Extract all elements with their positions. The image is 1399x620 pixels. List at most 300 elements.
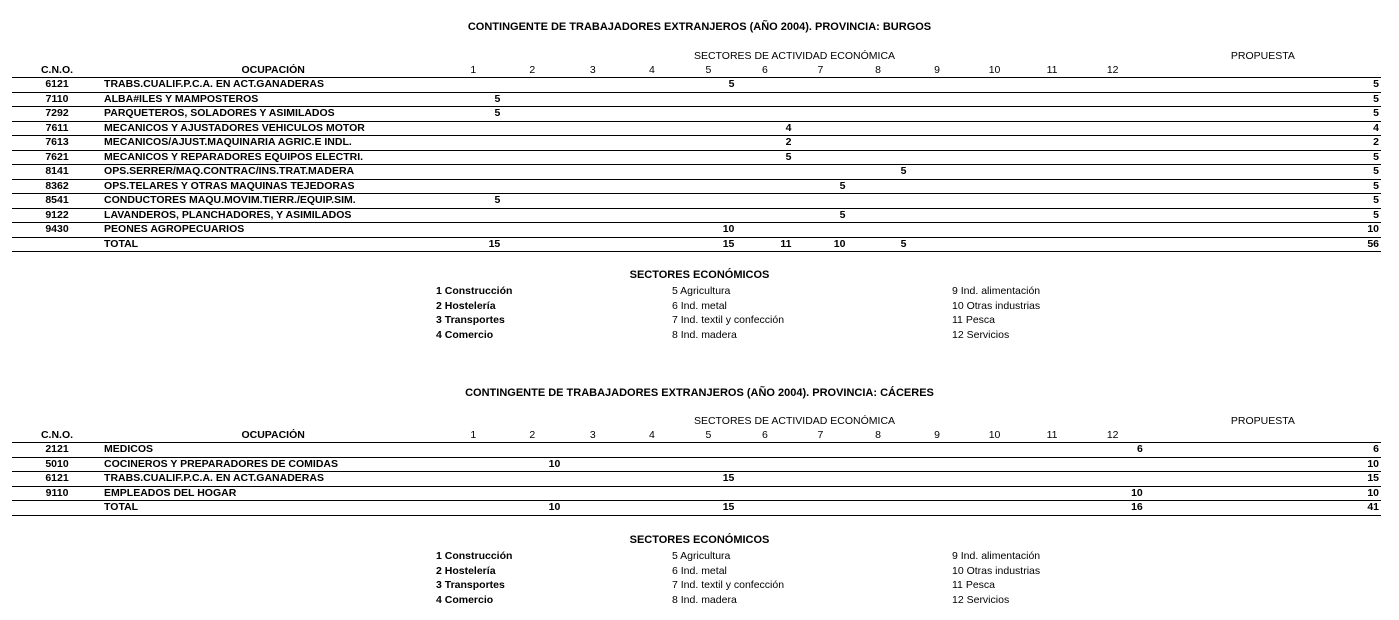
table-row [12,136,1381,151]
occupation-cell: OPS.SERRER/MAQ.CONTRAC/INS.TRAT.MADERA [102,165,444,180]
propuesta-cell: 56 [1145,237,1381,252]
sector-number-header: 8 [875,428,881,441]
propuesta-cell: 10 [1145,223,1381,238]
cno-cell: 7110 [12,92,102,107]
sector-value-cell [1024,136,1081,151]
sector-value-cell [909,179,966,194]
sector-value-cell [1081,107,1145,122]
sector-value-cell [847,194,908,209]
sector-number-header: 1 [470,63,477,76]
legend-item: 1 Construcción [436,550,513,562]
sector-value-cell [444,486,502,501]
sector-value-cell [562,457,623,472]
legend-item: 2 Hostelería [436,564,496,577]
table-row [12,443,1381,458]
sector-value-cell [502,223,562,238]
table-row [12,179,1381,194]
sector-value-cell [736,92,793,107]
legend-column-3 [952,284,1040,342]
sector-value-cell [680,208,736,223]
sector-value-cell [444,179,502,194]
sector-value-cell [966,107,1024,122]
sector-value-cell [909,443,966,458]
sector-value-cell [562,150,623,165]
legend-item: 9 Ind. alimentación [952,285,1041,297]
sector-value-cell [623,472,680,487]
propuesta-cell: 5 [1145,150,1381,165]
cno-cell: 8362 [12,179,102,194]
sector-value-cell [444,457,502,472]
cno-cell: 8141 [12,165,102,180]
sector-value-cell [966,237,1024,252]
sector-value-cell [502,237,562,252]
sector-value-cell [1081,179,1145,194]
occupation-cell: MECANICOS/AJUST.MAQUINARIA AGRIC.E INDL. [102,136,444,151]
sector-value-cell [909,237,966,252]
legend-column-2 [672,549,784,607]
sector-value-cell [1024,223,1081,238]
propuesta-header-spacer [1145,64,1381,78]
sector-value-cell [623,107,680,122]
occupation-cell: MECANICOS Y AJUSTADORES VEHICULOS MOTOR [102,121,444,136]
propuesta-cell: 2 [1145,136,1381,151]
sector-value-cell [847,150,908,165]
sector-number-header: 9 [934,428,940,441]
sector-value-cell [562,472,623,487]
sector-value-cell [680,121,736,136]
sector-value-cell [1024,121,1081,136]
table-row [12,223,1381,238]
propuesta-cell: 5 [1145,194,1381,209]
sector-value-cell [1024,472,1081,487]
sector-value-cell [793,78,847,93]
sector-value-cell [562,443,623,458]
sector-number-header: 10 [988,428,1001,441]
sector-value-cell [966,136,1024,151]
propuesta-cell: 6 [1145,443,1381,458]
table-row [12,165,1381,180]
sector-value-cell [793,194,847,209]
sector-value-cell [623,443,680,458]
sector-value-cell [736,194,793,209]
sector-value-cell [1081,92,1145,107]
propuesta-cell: 5 [1145,179,1381,194]
sector-value-cell [909,208,966,223]
sector-value-cell [1024,237,1081,252]
sector-value-cell [1081,194,1145,209]
sector-value-cell [444,443,502,458]
sector-value-cell [1024,457,1081,472]
occupation-cell: PEONES AGROPECUARIOS [102,223,444,238]
sector-value-cell [502,208,562,223]
sector-value-cell [562,78,623,93]
sector-value-cell [847,457,908,472]
sector-value-cell [444,136,502,151]
legend-item: 11 Pesca [952,579,995,591]
contingent-table [12,415,1381,516]
sector-value-cell [680,179,736,194]
sector-value-cell [562,223,623,238]
sector-value-cell [444,472,502,487]
sector-value-cell: 15 [680,472,736,487]
occupation-header: OCUPACIÓN [241,428,305,441]
table-row [12,472,1381,487]
sector-value-cell [1024,92,1081,107]
occupation-cell: EMPLEADOS DEL HOGAR [102,486,444,501]
sector-value-cell [847,179,908,194]
sector-value-cell [502,179,562,194]
header-group-row [12,415,1381,429]
sector-value-cell [444,223,502,238]
legend-item: 5 Agricultura [672,550,731,562]
sector-number-header: 11 [1046,428,1058,441]
sector-value-cell [562,179,623,194]
sector-value-cell [793,486,847,501]
sector-value-cell [680,136,736,151]
sector-value-cell [1024,165,1081,180]
cno-cell: 9110 [12,486,102,501]
legend-column-2 [672,284,784,342]
sector-value-cell [736,78,793,93]
sector-value-cell [1081,136,1145,151]
sector-value-cell [966,194,1024,209]
table-row [12,194,1381,209]
sector-value-cell [966,443,1024,458]
propuesta-cell: 5 [1145,78,1381,93]
propuesta-cell: 41 [1145,501,1381,516]
legend-item: 6 Ind. metal [672,564,727,577]
sector-value-cell: 10 [1081,486,1145,501]
sector-value-cell [793,92,847,107]
sector-number-header: 7 [817,63,824,76]
sector-value-cell [847,443,908,458]
legend-item: 11 Pesca [952,314,995,326]
section-title: CONTINGENTE DE TRABAJADORES EXTRANJEROS (AÑO 2004). PROVINCIA: CÁCERES [465,387,934,399]
sector-value-cell [562,165,623,180]
sector-value-cell [444,208,502,223]
sector-number-header: 3 [589,63,596,76]
sector-value-cell [1081,121,1145,136]
legend-item: 8 Ind. madera [672,328,737,341]
cno-cell: 7613 [12,136,102,151]
sector-value-cell [502,165,562,180]
legend-item: 3 Transportes [436,579,505,591]
sector-value-cell [966,472,1024,487]
legend-item: 12 Servicios [952,593,1010,606]
sector-value-cell: 5 [444,107,502,122]
sector-value-cell [562,121,623,136]
cno-cell: 9430 [12,223,102,238]
sector-value-cell [1081,223,1145,238]
header-spacer [12,50,444,64]
sector-number-header: 4 [648,428,655,441]
table-row [12,92,1381,107]
sector-value-cell: 2 [736,136,793,151]
occupation-cell: OPS.TELARES Y OTRAS MAQUINAS TEJEDORAS [102,179,444,194]
sector-value-cell [623,165,680,180]
sector-value-cell: 5 [793,179,847,194]
sector-value-cell [502,136,562,151]
sector-value-cell [1081,237,1145,252]
cno-cell: 7621 [12,150,102,165]
occupation-cell: PARQUETEROS, SOLADORES Y ASIMILADOS [102,107,444,122]
sector-value-cell [502,150,562,165]
sector-value-cell [623,223,680,238]
sector-value-cell: 15 [444,237,502,252]
sector-value-cell [502,92,562,107]
sector-value-cell: 6 [1081,443,1145,458]
sector-number-header: 7 [817,428,824,441]
legend-item: 9 Ind. alimentación [952,550,1041,562]
sector-value-cell [909,92,966,107]
legend-item: 2 Hostelería [436,299,496,312]
sector-value-cell [444,150,502,165]
sector-value-cell [680,92,736,107]
sector-value-cell: 5 [444,194,502,209]
sector-value-cell [502,107,562,122]
legend-item: 5 Agricultura [672,285,731,297]
sector-value-cell [909,194,966,209]
propuesta-cell: 5 [1145,208,1381,223]
sector-value-cell [1024,194,1081,209]
cno-cell: 6121 [12,472,102,487]
sector-value-cell [502,194,562,209]
occupation-cell: CONDUCTORES MAQU.MOVIM.TIERR./EQUIP.SIM. [102,194,444,209]
sector-value-cell [847,78,908,93]
sector-value-cell [793,457,847,472]
sector-value-cell [847,223,908,238]
sector-value-cell [1081,208,1145,223]
cno-cell: 6121 [12,78,102,93]
sector-value-cell [562,501,623,516]
sector-value-cell [909,150,966,165]
legend-title: SECTORES ECONÓMICOS [629,269,770,281]
sector-value-cell [562,237,623,252]
sector-value-cell [1024,150,1081,165]
occupation-cell: ALBA#ILES Y MAMPOSTEROS [102,92,444,107]
legend-item: 1 Construcción [436,285,513,297]
total-row [12,237,1381,252]
sector-value-cell [847,107,908,122]
sector-value-cell [562,208,623,223]
sector-value-cell [1024,179,1081,194]
sector-value-cell [736,501,793,516]
sector-number-header: 6 [762,63,768,76]
sector-value-cell [502,121,562,136]
table-row [12,486,1381,501]
sector-value-cell [793,223,847,238]
legend-item: 7 Ind. textil y confección [672,579,785,591]
sector-value-cell [1024,208,1081,223]
sector-value-cell [1024,501,1081,516]
sector-value-cell [562,194,623,209]
header-row [12,429,1381,443]
sector-value-cell [736,179,793,194]
sector-value-cell [680,486,736,501]
sector-number-header: 12 [1106,63,1119,76]
occupation-header: OCUPACIÓN [241,63,305,76]
sector-value-cell [1081,472,1145,487]
sector-value-cell [680,443,736,458]
sector-value-cell [793,472,847,487]
legend-item: 12 Servicios [952,328,1010,341]
sector-value-cell [966,457,1024,472]
sector-number-header: 9 [934,63,940,76]
legend-item: 10 Otras industrias [952,564,1041,577]
legend-item: 4 Comercio [436,593,494,606]
occupation-cell: MEDICOS [102,443,444,458]
sector-value-cell [793,443,847,458]
sector-value-cell [909,121,966,136]
sector-value-cell [793,136,847,151]
legend-item: 10 Otras industrias [952,299,1041,312]
occupation-cell: TRABS.CUALIF.P.C.A. EN ACT.GANADERAS [102,78,444,93]
sector-number-header: 3 [589,428,596,441]
sector-value-cell [562,92,623,107]
sector-value-cell [623,237,680,252]
legend-column-1 [436,284,512,342]
sector-value-cell [623,179,680,194]
occupation-cell: LAVANDEROS, PLANCHADORES, Y ASIMILADOS [102,208,444,223]
occupation-cell: TOTAL [102,501,444,516]
sector-value-cell [680,194,736,209]
sector-value-cell [966,208,1024,223]
sector-value-cell: 5 [793,208,847,223]
legend-title: SECTORES ECONÓMICOS [629,534,770,546]
sector-value-cell: 10 [502,457,562,472]
legend-item: 3 Transportes [436,314,505,326]
sector-value-cell [847,486,908,501]
sector-group-header: SECTORES DE ACTIVIDAD ECONÓMICA [693,50,896,63]
sector-value-cell [444,501,502,516]
sector-value-cell [1081,457,1145,472]
sector-number-header: 5 [705,63,712,76]
propuesta-cell: 5 [1145,165,1381,180]
total-row [12,501,1381,516]
sector-value-cell [966,501,1024,516]
cno-cell [12,237,102,252]
propuesta-cell: 15 [1145,472,1381,487]
sector-value-cell: 4 [736,121,793,136]
cno-cell: 7611 [12,121,102,136]
propuesta-cell: 5 [1145,92,1381,107]
sector-value-cell [444,121,502,136]
occupation-cell: COCINEROS Y PREPARADORES DE COMIDAS [102,457,444,472]
cno-cell: 9122 [12,208,102,223]
table-row [12,121,1381,136]
sector-number-header: 1 [470,428,477,441]
sector-value-cell [623,194,680,209]
sector-value-cell [562,486,623,501]
sector-value-cell [966,78,1024,93]
header-group-row [12,50,1381,64]
propuesta-cell: 10 [1145,457,1381,472]
cno-cell: 2121 [12,443,102,458]
propuesta-header: PROPUESTA [1230,415,1295,428]
sector-number-header: 2 [529,428,536,441]
sector-value-cell [562,107,623,122]
sector-value-cell [909,486,966,501]
sector-value-cell [562,136,623,151]
table-row [12,457,1381,472]
sector-number-header: 6 [762,428,768,441]
sector-value-cell [847,501,908,516]
legend-item: 7 Ind. textil y confección [672,314,785,326]
propuesta-cell: 4 [1145,121,1381,136]
sector-value-cell [793,501,847,516]
occupation-cell: MECANICOS Y REPARADORES EQUIPOS ELECTRI. [102,150,444,165]
sector-value-cell [623,501,680,516]
header-row [12,64,1381,78]
sector-value-cell: 15 [680,501,736,516]
sector-value-cell [1024,78,1081,93]
cno-header: C.N.O. [40,428,74,441]
sector-value-cell: 5 [680,78,736,93]
sector-value-cell [909,107,966,122]
sector-value-cell [966,179,1024,194]
sector-value-cell: 5 [847,237,908,252]
sector-number-header: 5 [705,428,712,441]
sector-value-cell [736,443,793,458]
table-row [12,208,1381,223]
table-row [12,107,1381,122]
cno-cell: 8541 [12,194,102,209]
sector-value-cell: 5 [847,165,908,180]
cno-cell: 7292 [12,107,102,122]
sector-value-cell [736,472,793,487]
sector-value-cell [909,223,966,238]
sector-value-cell [847,472,908,487]
sector-value-cell [847,136,908,151]
sector-value-cell [1081,150,1145,165]
sector-value-cell [1024,107,1081,122]
sector-value-cell [847,92,908,107]
header-spacer [12,415,444,429]
legend-column-3 [952,549,1040,607]
propuesta-cell: 5 [1145,107,1381,122]
sector-number-header: 8 [875,63,881,76]
legend-item: 4 Comercio [436,328,494,341]
legend-item: 6 Ind. metal [672,299,727,312]
sector-value-cell [736,107,793,122]
sector-value-cell [623,136,680,151]
sector-group-header: SECTORES DE ACTIVIDAD ECONÓMICA [693,415,896,428]
sector-value-cell [909,457,966,472]
sector-value-cell [444,165,502,180]
sector-value-cell [909,472,966,487]
sector-value-cell [793,150,847,165]
sector-value-cell [502,486,562,501]
sector-value-cell [847,208,908,223]
sector-value-cell [1024,443,1081,458]
sector-number-header: 2 [529,63,536,76]
sector-value-cell [680,165,736,180]
sector-value-cell [680,107,736,122]
sector-value-cell [1081,78,1145,93]
sector-value-cell [623,486,680,501]
sector-number-header: 11 [1046,63,1058,76]
sector-value-cell [680,150,736,165]
sector-value-cell [502,443,562,458]
sector-value-cell: 10 [502,501,562,516]
sector-value-cell [623,150,680,165]
sector-value-cell [909,78,966,93]
cno-cell: 5010 [12,457,102,472]
sector-value-cell [966,165,1024,180]
sector-value-cell [444,78,502,93]
cno-header: C.N.O. [40,63,74,76]
sector-value-cell [847,121,908,136]
